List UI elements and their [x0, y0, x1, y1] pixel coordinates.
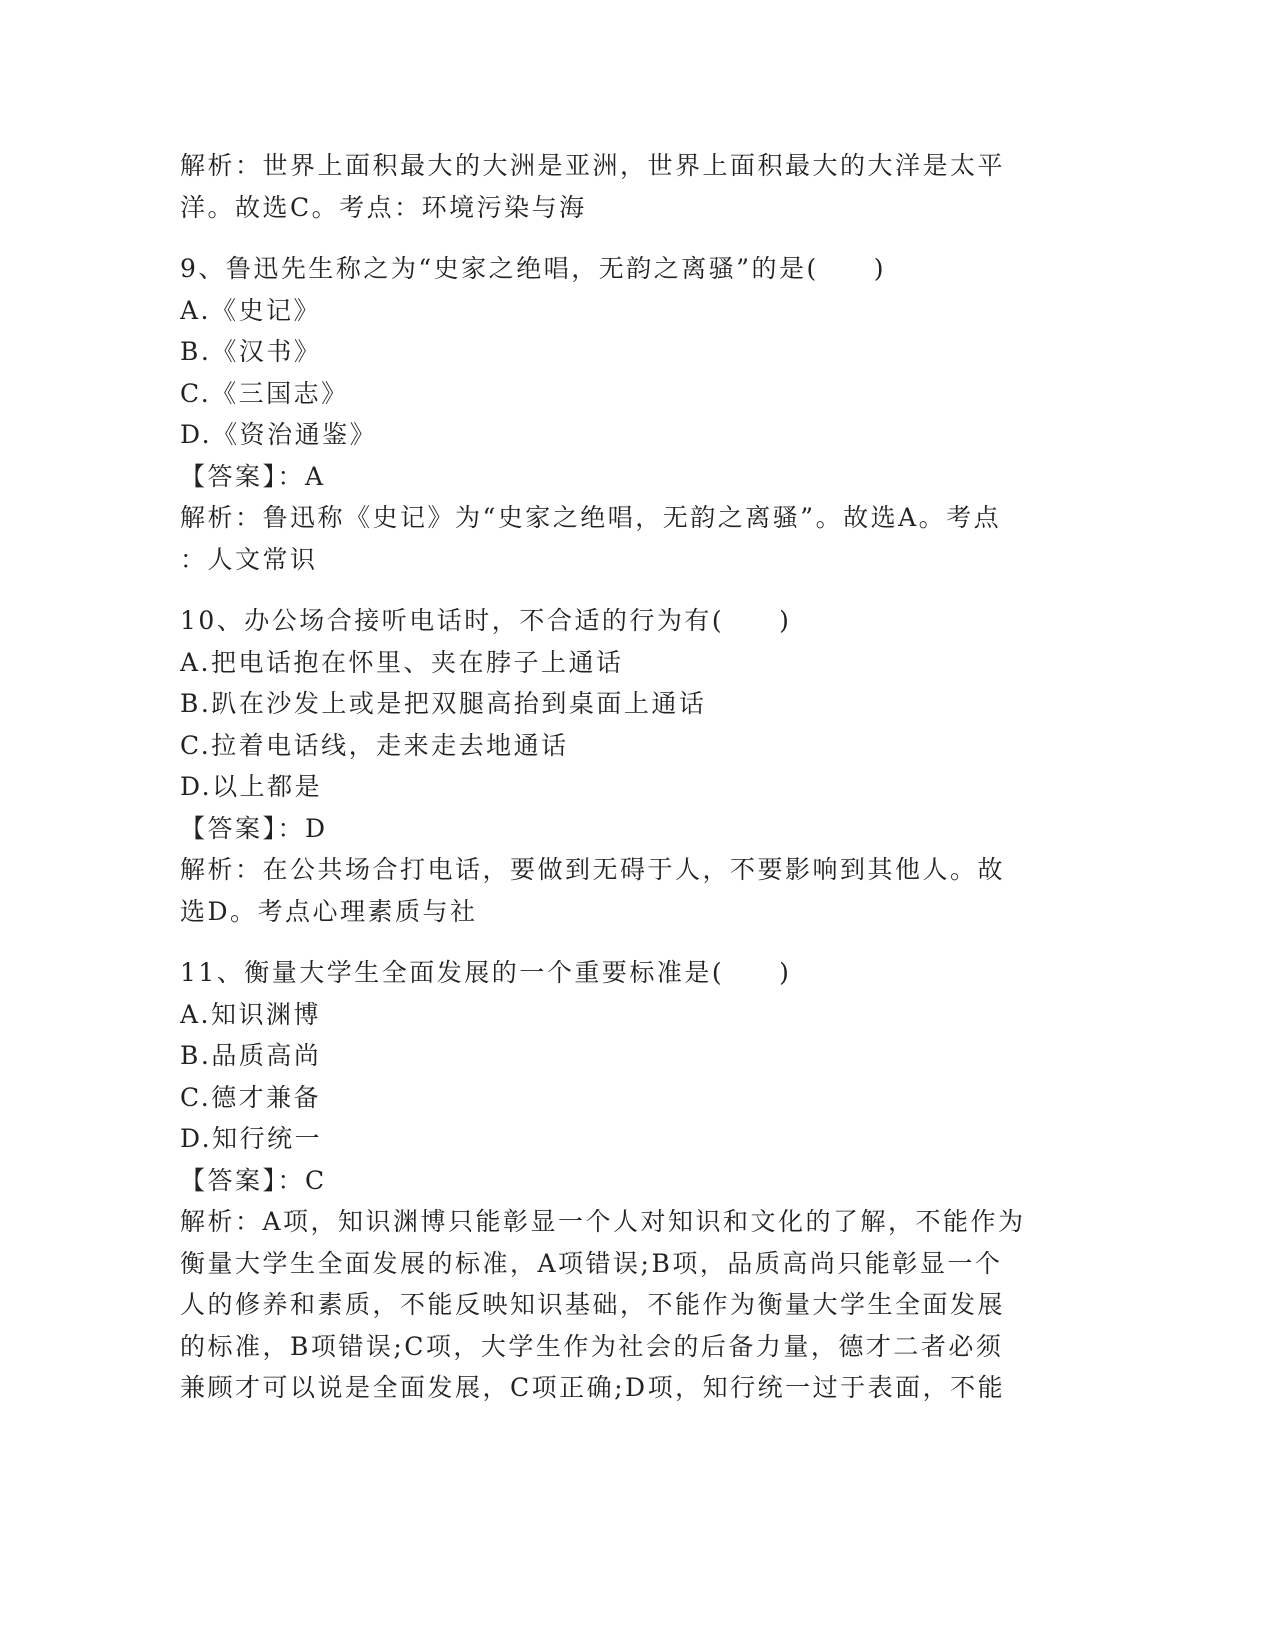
- option-d: D.以上都是: [180, 772, 323, 801]
- answer-line: 【答案】：A: [180, 461, 326, 491]
- explanation-line: 兼顾才可以说是全面发展，C项正确;D项，知行统一过于表面，不能: [180, 1373, 1006, 1402]
- explanation-line: 解析：在公共场合打电话，要做到无碍于人，不要影响到其他人。故: [180, 855, 1006, 884]
- question-9: [180, 248, 1060, 580]
- explanation-line: 解析：鲁迅称《史记》为“史家之绝唱，无韵之离骚”。故选A。考点: [180, 503, 1002, 532]
- option-a: A.《史记》: [180, 295, 322, 325]
- option-b: B.《汉书》: [180, 337, 322, 366]
- option-a: A.把电话抱在怀里、夹在脖子上通话: [180, 647, 624, 677]
- explanation-line: 的标准，B项错误;C项，大学生作为社会的后备力量，德才二者必须: [180, 1331, 1004, 1361]
- page-content: [180, 145, 1060, 1409]
- question-stem: 10、办公场合接听电话时，不合适的行为有( ): [180, 606, 792, 635]
- option-d: D.知行统一: [180, 1124, 323, 1153]
- explanation-line: ：人文常识: [180, 544, 318, 574]
- explanation-line: 解析：A项，知识渊博只能彰显一个人对知识和文化的了解，不能作为: [180, 1207, 1026, 1236]
- option-b: B.品质高尚: [180, 1041, 322, 1070]
- explanation-line: 解析：世界上面积最大的大洲是亚洲，世界上面积最大的大洋是太平: [180, 151, 1006, 180]
- option-c: C.德才兼备: [180, 1082, 322, 1112]
- explanation-line: 衡量大学生全面发展的标准，A项错误;B项，品质高尚只能彰显一个: [180, 1248, 1003, 1278]
- question-10: [180, 600, 1060, 932]
- question-11: [180, 952, 1060, 1409]
- explanation-line: 洋。故选C。考点：环境污染与海: [180, 192, 587, 222]
- question-stem: 11、衡量大学生全面发展的一个重要标准是( ): [180, 958, 792, 987]
- answer-line: 【答案】：D: [180, 813, 328, 843]
- answer-line: 【答案】：C: [180, 1165, 327, 1195]
- option-c: C.《三国志》: [180, 378, 349, 408]
- option-b: B.趴在沙发上或是把双腿高抬到桌面上通话: [180, 689, 707, 718]
- option-d: D.《资治通鉴》: [180, 420, 378, 449]
- intro-explanation: [180, 145, 1060, 228]
- question-stem: 9、鲁迅先生称之为“史家之绝唱，无韵之离骚”的是( ): [180, 254, 886, 283]
- explanation-line: 人的修养和素质，不能反映知识基础，不能作为衡量大学生全面发展: [180, 1290, 1006, 1319]
- option-a: A.知识渊博: [180, 999, 322, 1029]
- option-c: C.拉着电话线，走来走去地通话: [180, 730, 569, 760]
- explanation-line: 选D。考点心理素质与社: [180, 896, 478, 926]
